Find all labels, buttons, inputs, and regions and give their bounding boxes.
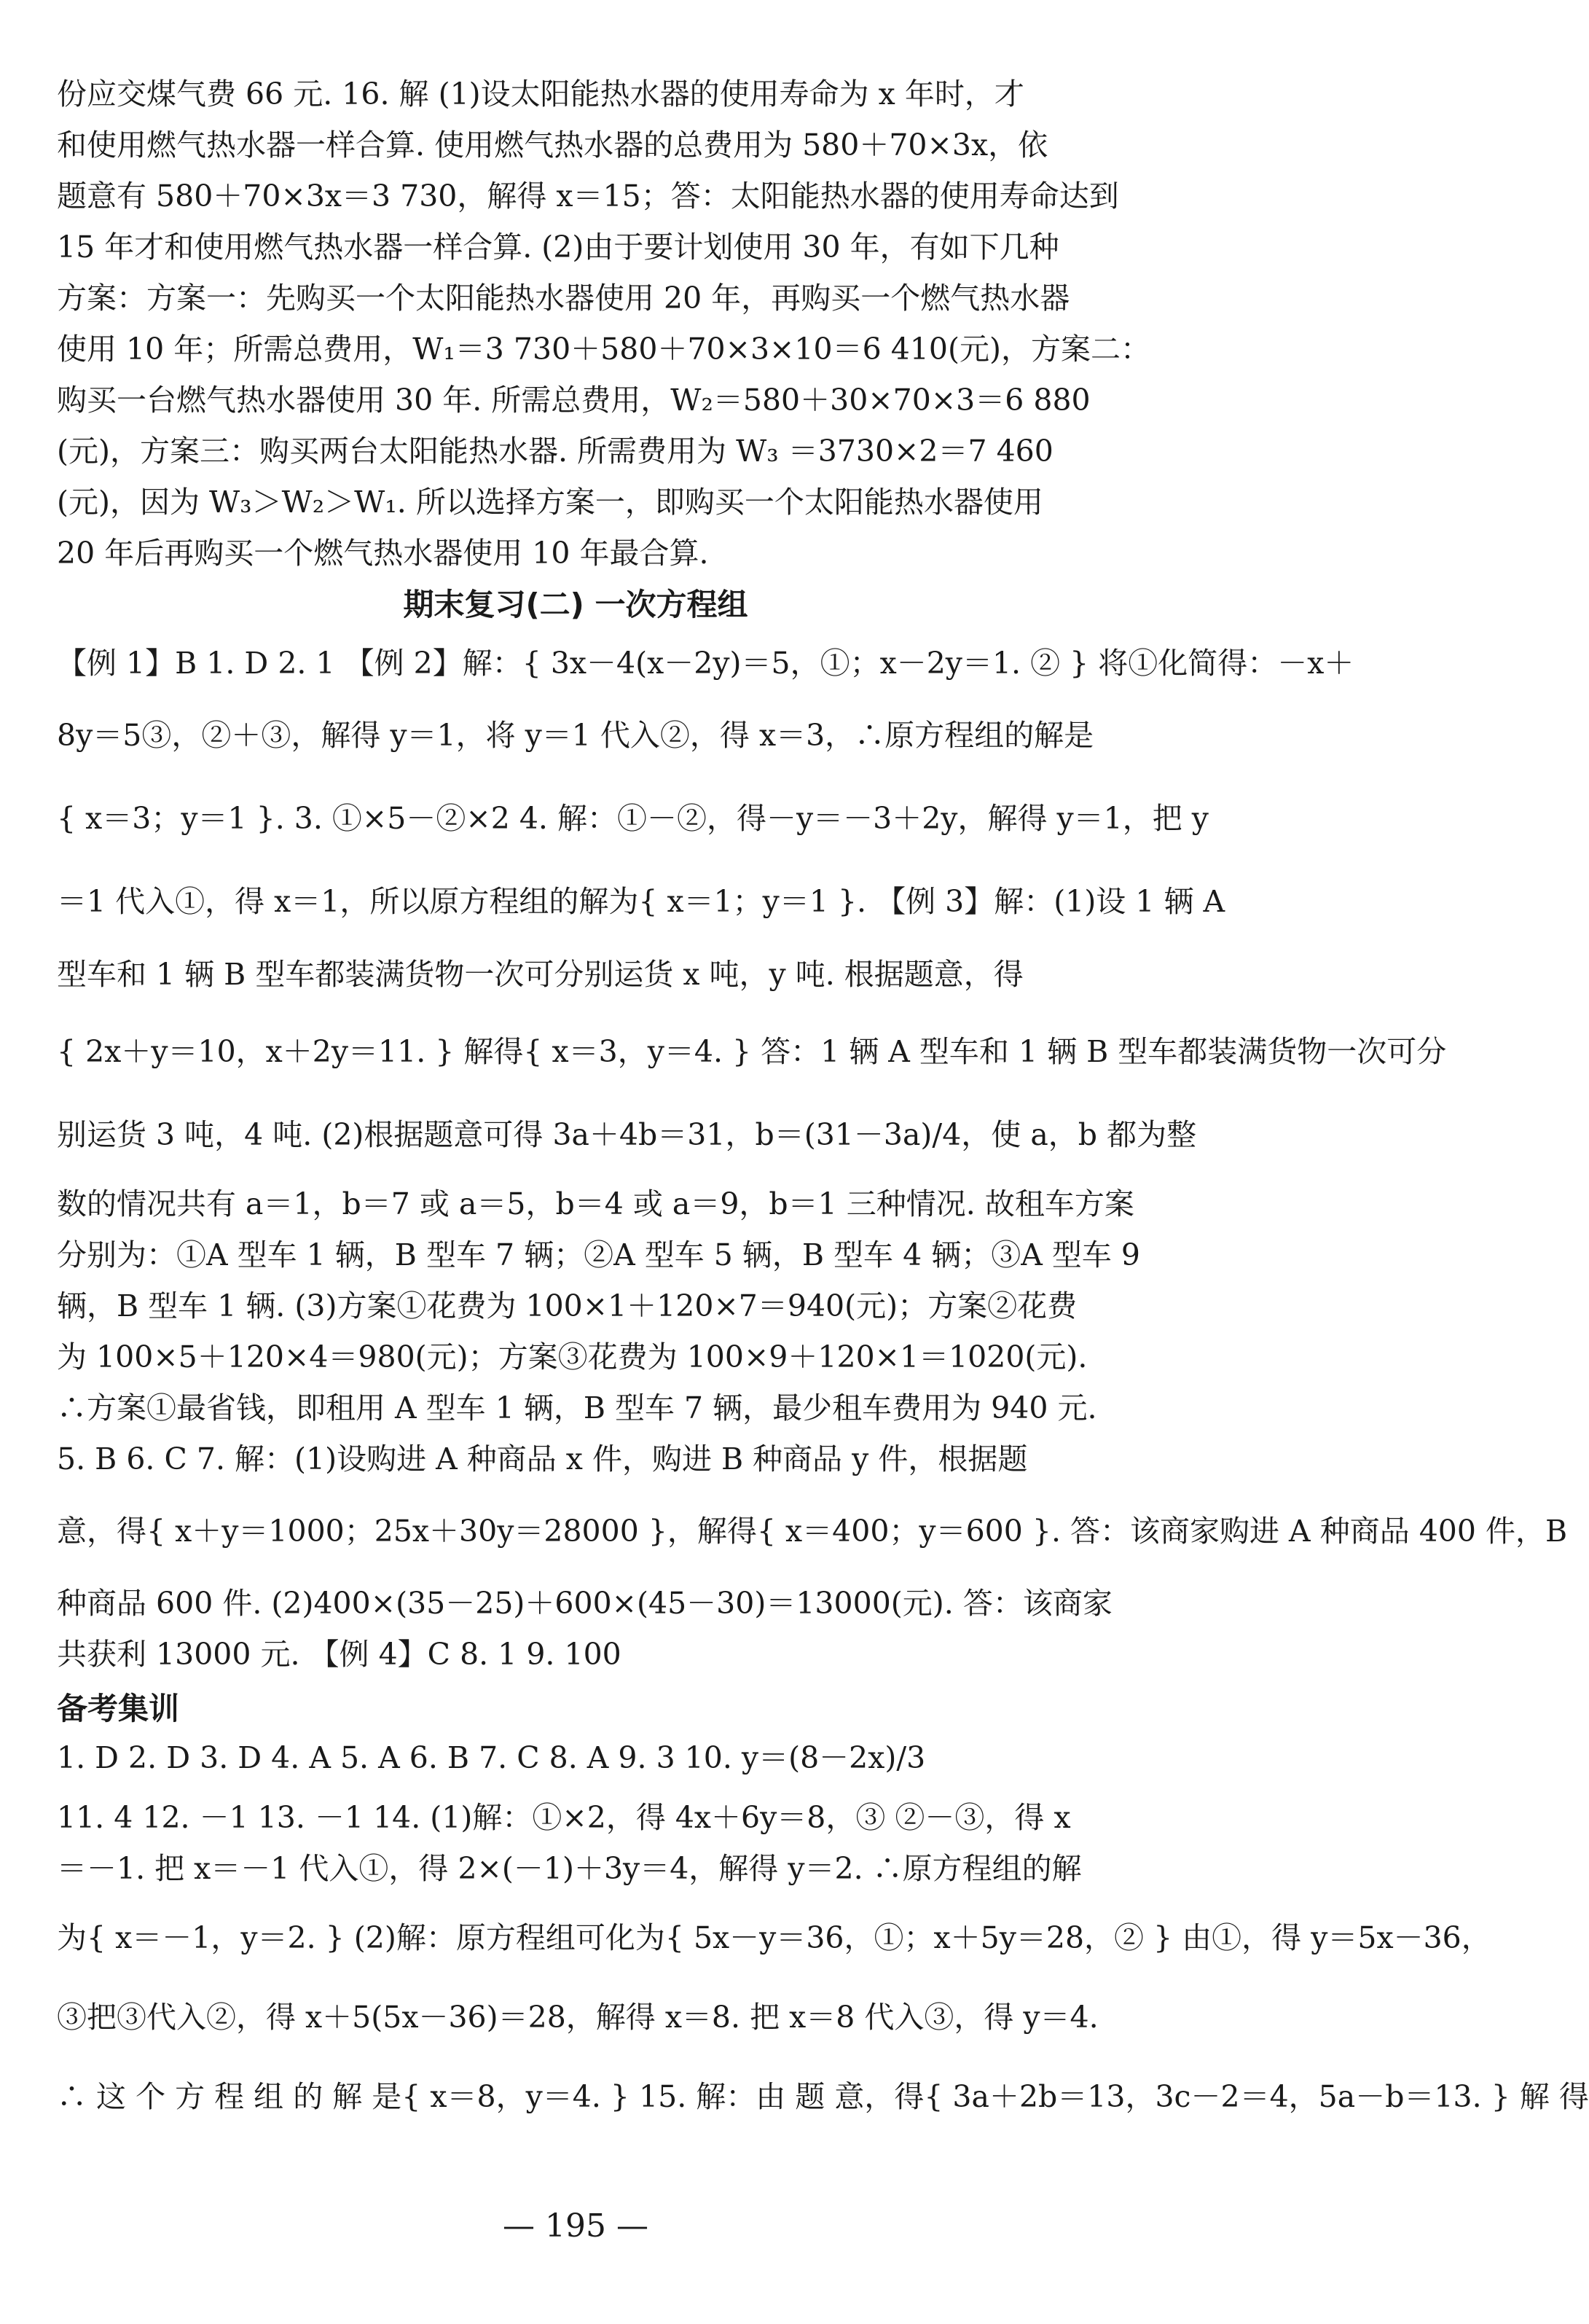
page-number: — 195 — [503, 2207, 648, 2245]
text-line: 5. B 6. C 7. 解：(1)设购进 A 种商品 x 件，购进 B 种商品 y 件，根据题 [57, 1441, 1028, 1476]
text-line: 题意有 580＋70×3x＝3 730，解得 x＝15；答：太阳能热水器的使用寿命达到 [57, 179, 1119, 214]
text-line: 分别为：①A 型车 1 辆，B 型车 7 辆；②A 型车 5 辆，B 型车 4 辆；③A 型车 9 [57, 1237, 1140, 1272]
text-line: 型车和 1 辆 B 型车都装满货物一次可分别运货 x 吨，y 吨. 根据题意，得 [57, 957, 1024, 992]
text-line: 为{ x＝－1，y＝2. } (2)解：原方程组可化为{ 5x－y＝36，①；x＋5y＝28，② } 由①，得 y＝5x－36， [57, 1920, 1491, 1955]
text-line: 11. 4 12. －1 13. －1 14. (1)解：①×2，得 4x＋6y＝8，③ ②－③，得 x [57, 1800, 1071, 1835]
text-line: { 2x＋y＝10，x＋2y＝11. } 解得{ x＝3，y＝4. } 答：1 辆 A 型车和 1 辆 B 型车都装满货物一次可分 [57, 1034, 1447, 1069]
text-line: ∴方案①最省钱，即租用 A 型车 1 辆，B 型车 7 辆，最少租车费用为 940 元. [57, 1390, 1097, 1425]
text-line: 别运货 3 吨，4 吨. (2)根据题意可得 3a＋4b＝31，b＝(31－3a)/4，使 a，b 都为整 [57, 1117, 1197, 1152]
text-line: 购买一台燃气热水器使用 30 年. 所需总费用，W₂＝580＋30×70×3＝6 880 [57, 383, 1091, 418]
text-line: ＝1 代入①，得 x＝1，所以原方程组的解为{ x＝1；y＝1 }. 【例 3】解：(1)设 1 辆 A [57, 884, 1225, 919]
text-line: 使用 10 年；所需总费用，W₁＝3 730＋580＋70×3×10＝6 410(元)，方案二： [57, 332, 1150, 367]
text-line: 8y＝5③，②＋③，解得 y＝1，将 y＝1 代入②，得 x＝3，∴原方程组的解是 [57, 718, 1094, 753]
subsection-title: 备考集训 [57, 1691, 180, 1726]
text-line: ∴ 这 个 方 程 组 的 解 是{ x＝8，y＝4. } 15. 解：由 题 意，得{ 3a＋2b＝13，3c－2＝4，5a－b＝13. } 解 得 [57, 2079, 1589, 2114]
text-line: 1. D 2. D 3. D 4. A 5. A 6. B 7. C 8. A 9. 3 10. y＝(8－2x)/3 [57, 1740, 926, 1775]
text-line: 和使用燃气热水器一样合算. 使用燃气热水器的总费用为 580＋70×3x，依 [57, 128, 1048, 163]
text-line: 份应交煤气费 66 元. 16. 解 (1)设太阳能热水器的使用寿命为 x 年时，才 [57, 77, 1024, 111]
text-line: 【例 1】B 1. D 2. 1 【例 2】解：{ 3x－4(x－2y)＝5，①；x－2y＝1. ② } 将①化简得：－x＋ [57, 646, 1354, 681]
text-line: 种商品 600 件. (2)400×(35－25)＋600×(45－30)＝13000(元). 答：该商家 [57, 1586, 1113, 1621]
text-line: 为 100×5＋120×4＝980(元)；方案③花费为 100×9＋120×1＝1020(元). [57, 1339, 1088, 1374]
text-line: (元)，方案三：购买两台太阳能热水器. 所需费用为 W₃ ＝3730×2＝7 460 [57, 434, 1054, 469]
text-line: 共获利 13000 元. 【例 4】C 8. 1 9. 100 [57, 1637, 621, 1672]
text-line: 15 年才和使用燃气热水器一样合算. (2)由于要计划使用 30 年，有如下几种 [57, 230, 1059, 265]
text-line: 20 年后再购买一个燃气热水器使用 10 年最合算. [57, 536, 709, 571]
text-line: 辆，B 型车 1 辆. (3)方案①花费为 100×1＋120×7＝940(元)；方案②花费 [57, 1288, 1078, 1323]
text-line: { x＝3；y＝1 }. 3. ①×5－②×2 4. 解：①－②，得－y＝－3＋2y，解得 y＝1，把 y [57, 801, 1209, 836]
text-line: 数的情况共有 a＝1，b＝7 或 a＝5，b＝4 或 a＝9，b＝1 三种情况. 故租车方案 [57, 1186, 1134, 1221]
section-title: 期末复习(二) 一次方程组 [403, 587, 748, 622]
text-line: ③把③代入②，得 x＋5(5x－36)＝28，解得 x＝8. 把 x＝8 代入③，得 y＝4. [57, 2000, 1099, 2035]
text-line: 方案：方案一：先购买一个太阳能热水器使用 20 年，再购买一个燃气热水器 [57, 281, 1070, 316]
text-line: ＝－1. 把 x＝－1 代入①，得 2×(－1)＋3y＝4，解得 y＝2. ∴原方程组的解 [57, 1851, 1082, 1886]
text-line: (元)，因为 W₃＞W₂＞W₁. 所以选择方案一，即购买一个太阳能热水器使用 [57, 485, 1043, 520]
text-line: 意，得{ x＋y＝1000；25x＋30y＝28000 }，解得{ x＝400；y＝600 }. 答：该商家购进 A 种商品 400 件，B [57, 1514, 1568, 1549]
